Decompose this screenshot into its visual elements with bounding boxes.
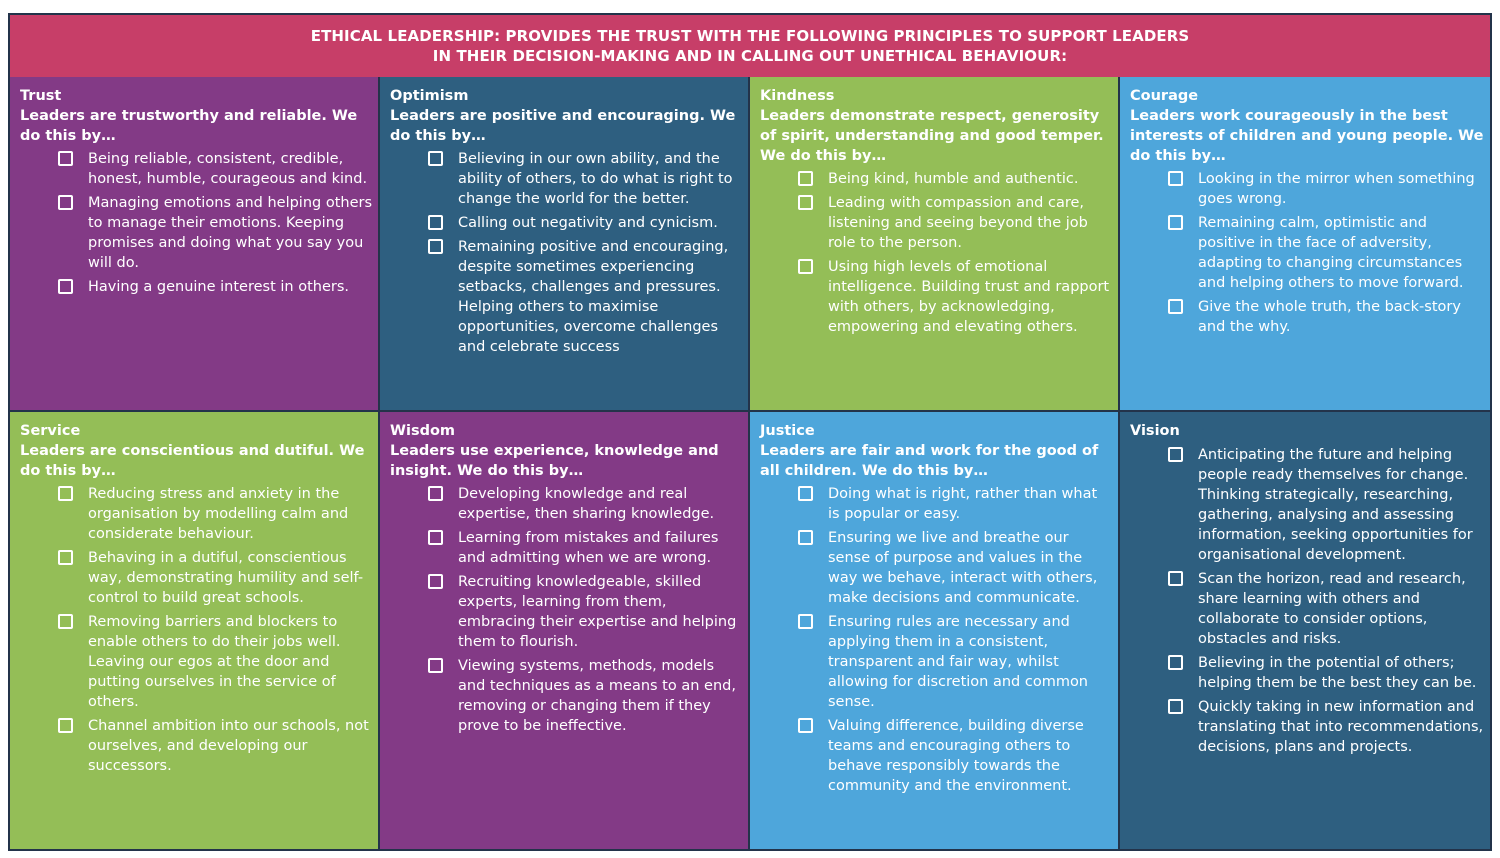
principle-item <box>428 572 742 652</box>
principle-item-text: Remaining positive and encouraging, despite sometimes experiencing setbacks, challenges and pressures. Helping others to maximise opportunities, overcome challenges and celebrate success <box>458 239 729 355</box>
principle-item-list <box>760 484 1112 796</box>
principle-card-service <box>10 412 380 849</box>
principle-item <box>1168 569 1484 649</box>
checkbox-icon <box>1168 299 1183 314</box>
principle-card-justice <box>750 412 1120 849</box>
principle-subtitle: Leaders demonstrate respect, generosity of spirit, understanding and good temper. We do this by… <box>760 108 1104 164</box>
checkbox-icon <box>798 171 813 186</box>
principle-name: Vision <box>1130 423 1180 439</box>
checkbox-icon <box>798 614 813 629</box>
principle-name: Trust <box>20 88 62 104</box>
principles-grid <box>10 77 1490 849</box>
principle-item-text: Leading with compassion and care, listening and seeing beyond the job role to the person. <box>828 195 1088 251</box>
principle-item <box>1168 445 1484 565</box>
principles-frame <box>8 13 1492 851</box>
checkbox-icon <box>1168 215 1183 230</box>
principle-item <box>58 277 372 297</box>
principle-item <box>58 716 372 776</box>
principle-name: Kindness <box>760 88 835 104</box>
checkbox-icon <box>1168 655 1183 670</box>
checkbox-icon <box>428 530 443 545</box>
principle-item-text: Ensuring we live and breathe our sense of purpose and values in the way we behave, interact with others, make decisions and communicate. <box>828 530 1098 606</box>
principle-item <box>798 612 1112 712</box>
principle-item <box>428 149 742 209</box>
checkbox-icon <box>1168 447 1183 462</box>
principle-subtitle: Leaders are trustworthy and reliable. We do this by… <box>20 108 358 144</box>
checkbox-icon <box>58 550 73 565</box>
header-line-1: ETHICAL LEADERSHIP: PROVIDES THE TRUST WITH THE FOLLOWING PRINCIPLES TO SUPPORT LEADERS <box>310 27 1190 45</box>
principle-item-list <box>390 484 742 736</box>
principle-card-optimism <box>380 77 750 412</box>
principle-card-wisdom <box>380 412 750 849</box>
principle-item-text: Learning from mistakes and failures and admitting when we are wrong. <box>458 530 719 566</box>
principle-card-courage <box>1120 77 1490 412</box>
principle-item <box>798 257 1112 337</box>
principle-item <box>428 528 742 568</box>
checkbox-icon <box>798 530 813 545</box>
principle-item-text: Developing knowledge and real expertise, then sharing knowledge. <box>458 486 715 522</box>
principle-name: Courage <box>1130 88 1199 104</box>
principle-item <box>58 484 372 544</box>
checkbox-icon <box>798 259 813 274</box>
principle-item-text: Remaining calm, optimistic and positive in the face of adversity, adapting to changing circumstances and helping others to move forward. <box>1198 215 1464 291</box>
principle-item-list <box>20 149 372 297</box>
principle-item <box>58 612 372 712</box>
checkbox-icon <box>58 614 73 629</box>
principle-item <box>1168 697 1484 757</box>
principle-item-text: Give the whole truth, the back-story and the why. <box>1198 299 1461 335</box>
checkbox-icon <box>1168 571 1183 586</box>
principle-subtitle: Leaders are fair and work for the good of all children. We do this by… <box>760 443 1099 479</box>
principle-item <box>428 213 742 233</box>
principle-subtitle: Leaders work courageously in the best interests of children and young people. We do this by… <box>1130 108 1484 164</box>
principle-item-list <box>1130 169 1484 337</box>
principle-item <box>1168 213 1484 293</box>
principle-card-trust <box>10 77 380 412</box>
principle-subtitle: Leaders are positive and encouraging. We do this by… <box>390 108 736 144</box>
principle-name: Justice <box>760 423 815 439</box>
principle-item <box>798 716 1112 796</box>
principle-item <box>428 237 742 357</box>
checkbox-icon <box>1168 699 1183 714</box>
principle-item <box>798 528 1112 608</box>
principle-item <box>798 193 1112 253</box>
checkbox-icon <box>798 718 813 733</box>
principle-card-vision <box>1120 412 1490 849</box>
principle-name: Service <box>20 423 81 439</box>
principle-item-text: Removing barriers and blockers to enable others to do their jobs well. Leaving our egos at the door and putting ourselves in the service of others. <box>88 614 341 710</box>
checkbox-icon <box>798 486 813 501</box>
principle-item <box>58 149 372 189</box>
principle-item-text: Recruiting knowledgeable, skilled experts, learning from them, embracing their expertise and helping them to flourish. <box>458 574 737 650</box>
principle-item-text: Managing emotions and helping others to manage their emotions. Keeping promises and doing what you say you will do. <box>88 195 373 271</box>
principle-item-text: Viewing systems, methods, models and techniques as a means to an end, removing or changing them if they prove to be ineffective. <box>458 658 736 734</box>
principle-name: Optimism <box>390 88 469 104</box>
header-line-2: IN THEIR DECISION-MAKING AND IN CALLING OUT UNETHICAL BEHAVIOUR: <box>432 47 1068 65</box>
principle-item-text: Reducing stress and anxiety in the organisation by modelling calm and considerate behaviour. <box>88 486 349 542</box>
principle-item-text: Valuing difference, building diverse teams and encouraging others to behave responsibly towards the community and the environment. <box>828 718 1084 794</box>
checkbox-icon <box>428 215 443 230</box>
principle-item-text: Scan the horizon, read and research, share learning with others and collaborate to consider options, obstacles and risks. <box>1198 571 1466 647</box>
checkbox-icon <box>58 279 73 294</box>
checkbox-icon <box>428 151 443 166</box>
principle-card-kindness <box>750 77 1120 412</box>
checkbox-icon <box>428 574 443 589</box>
checkbox-icon <box>58 718 73 733</box>
checkbox-icon <box>1168 171 1183 186</box>
principle-item <box>58 548 372 608</box>
principle-item <box>1168 169 1484 209</box>
principle-item-text: Anticipating the future and helping people ready themselves for change. Thinking strategically, researching, gathering, analysing and assessing information, seeking opportunities for organisational development. <box>1198 447 1473 563</box>
header-title <box>311 26 1190 66</box>
principle-item <box>798 169 1112 189</box>
principle-item-text: Doing what is right, rather than what is popular or easy. <box>828 486 1098 522</box>
principle-item-text: Having a genuine interest in others. <box>88 279 350 295</box>
principle-item-text: Believing in the potential of others; helping them be the best they can be. <box>1198 655 1477 691</box>
principle-name: Wisdom <box>390 423 456 439</box>
principle-subtitle: Leaders are conscientious and dutiful. We do this by… <box>20 443 365 479</box>
checkbox-icon <box>58 486 73 501</box>
principle-item-text: Channel ambition into our schools, not ourselves, and developing our successors. <box>88 718 369 774</box>
checkbox-icon <box>428 239 443 254</box>
header-banner <box>10 15 1490 77</box>
principle-subtitle: Leaders use experience, knowledge and insight. We do this by… <box>390 443 719 479</box>
principle-item-text: Looking in the mirror when something goes wrong. <box>1198 171 1475 207</box>
principle-item-text: Being kind, humble and authentic. <box>828 171 1079 187</box>
principle-item <box>1168 653 1484 693</box>
principle-item-list <box>760 169 1112 337</box>
principle-item <box>428 656 742 736</box>
principle-item-text: Believing in our own ability, and the ability of others, to do what is right to change the world for the better. <box>458 151 733 207</box>
principle-item-text: Behaving in a dutiful, conscientious way, demonstrating humility and self-control to build great schools. <box>88 550 364 606</box>
checkbox-icon <box>428 486 443 501</box>
principle-item <box>428 484 742 524</box>
principle-item-text: Using high levels of emotional intelligence. Building trust and rapport with others, by acknowledging, empowering and elevating others. <box>828 259 1110 335</box>
principle-item-text: Quickly taking in new information and translating that into recommendations, decisions, plans and projects. <box>1198 699 1484 755</box>
principle-item <box>58 193 372 273</box>
principle-item-list <box>20 484 372 776</box>
principle-item <box>1168 297 1484 337</box>
checkbox-icon <box>58 195 73 210</box>
principle-item-list <box>390 149 742 357</box>
principle-item-text: Ensuring rules are necessary and applying them in a consistent, transparent and fair way, whilst allowing for discretion and common sense. <box>828 614 1089 710</box>
checkbox-icon <box>798 195 813 210</box>
checkbox-icon <box>58 151 73 166</box>
principle-item-list <box>1130 445 1484 757</box>
principle-item-text: Calling out negativity and cynicism. <box>458 215 718 231</box>
principle-item <box>798 484 1112 524</box>
principle-item-text: Being reliable, consistent, credible, honest, humble, courageous and kind. <box>88 151 368 187</box>
checkbox-icon <box>428 658 443 673</box>
